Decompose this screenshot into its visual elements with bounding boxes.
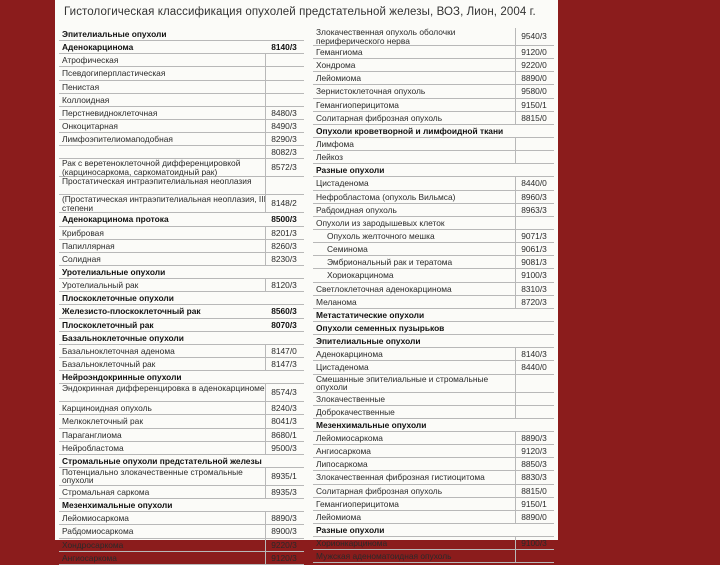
tumor-name: Рабдомиосаркома [62,526,134,537]
icd-o-code: 9071/3 [515,230,552,242]
tumor-name: Меланома [316,296,357,307]
tumor-name: Светлоклеточная аденокарцинома [316,283,452,294]
tumor-name: Стромальные опухоли предстательной железы [62,455,262,466]
tumor-name: Лейомиосаркома [62,513,129,524]
classification-row [59,345,304,358]
section-header-row [313,309,554,322]
tumor-name: Уротелиальные опухоли [62,266,166,277]
icd-o-code: 8260/3 [265,240,302,252]
tumor-name: Базальноклеточные опухоли [62,332,184,343]
icd-o-code: 8041/3 [265,415,302,427]
icd-o-code: 9120/0 [515,46,552,58]
classification-row [59,442,304,455]
icd-o-code: 8230/3 [265,253,302,265]
icd-o-code [265,94,302,106]
classification-row [313,59,554,72]
icd-o-code: 8440/0 [515,361,552,373]
icd-o-code [265,177,302,194]
icd-o-code [265,81,302,93]
classification-row [313,72,554,85]
icd-o-code [515,151,552,163]
tumor-name: Лейомиома [316,511,361,522]
classification-row [313,550,554,563]
tumor-name: Гемангиоперицитома [316,498,399,509]
tumor-name: Хондрома [316,60,356,71]
icd-o-code: 8890/3 [265,512,302,524]
classification-row [313,138,554,151]
icd-o-code: 8290/3 [265,133,302,145]
icd-o-code: 8935/3 [265,486,302,498]
tumor-name: Злокачественная опухоль оболочки периферического нерва [316,27,456,46]
tumor-name: Эмбриональный рак и тератома [327,257,453,268]
icd-o-code: 8140/3 [515,348,552,360]
tumor-name: Хориокарцинома [327,270,394,281]
tumor-name: (Простатическая интраэпителиальная неоплазия, III степени [62,194,266,213]
tumor-name: Аденокарцинома [62,42,134,53]
tumor-name: Стромальная саркома [62,486,150,497]
classification-row [313,177,554,190]
tumor-name: Перстневидноклеточная [62,107,158,118]
classification-row [59,429,304,442]
classification-row [313,283,554,296]
tumor-name: Коллоидная [62,94,110,105]
icd-o-code [516,125,552,137]
icd-o-code: 8815/0 [515,485,552,497]
classification-row [59,81,304,94]
icd-o-code: 9100/3 [515,269,552,281]
classification-row [59,107,304,120]
icd-o-code: 8890/3 [515,432,552,444]
classification-row [313,230,554,243]
tumor-name: Плоскоклеточные опухоли [62,293,174,304]
tumor-name: Злокачественная фиброзная гистиоцитома [316,472,485,483]
tumor-name: Опухоли из зародышевых клеток [316,217,445,228]
classification-row [59,279,304,292]
icd-o-code [516,335,552,347]
tumor-name: Нейроэндокринные опухоли [62,372,182,383]
tumor-name: Эпителиальные опухоли [62,29,167,39]
classification-row [59,539,304,552]
tumor-name: Солидная [62,253,101,264]
classification-row [59,358,304,371]
classification-row [59,415,304,428]
tumor-name: Рабдоидная опухоль [316,204,397,215]
right-classification-column [313,28,554,563]
icd-o-code: 9150/1 [515,498,552,510]
icd-o-code [515,375,552,392]
classification-row [313,46,554,59]
icd-o-code [265,67,302,79]
icd-o-code: 8963/3 [515,204,552,216]
icd-o-code: 8900/3 [265,525,302,537]
classification-row [313,151,554,164]
classification-row [313,485,554,498]
classification-row [59,384,304,402]
classification-row [59,159,304,177]
classification-row [59,54,304,67]
icd-o-code: 8240/3 [265,402,302,414]
icd-o-code: 8082/3 [265,146,302,158]
icd-o-code: 8830/3 [515,471,552,483]
tumor-name: Нефробластома (опухоль Вильмса) [316,191,456,202]
tumor-name: Опухоль желточного мешка [327,230,435,241]
left-classification-column [59,28,304,565]
tumor-name: Пенистая [62,81,100,92]
classification-row [59,133,304,146]
classification-row [313,112,554,125]
section-header-row [313,125,554,138]
section-header-row [313,419,554,432]
icd-o-code [515,138,552,150]
classification-row [59,402,304,415]
icd-o-code [266,292,302,304]
tumor-name: Метастатические опухоли [316,309,425,320]
icd-o-code: 8500/3 [271,214,297,225]
classification-row [59,253,304,266]
icd-o-code [516,419,552,431]
icd-o-code: 8574/3 [265,384,302,401]
tumor-name: Параганглиома [62,429,122,440]
icd-o-code: 8147/0 [265,345,302,357]
icd-o-code [516,322,552,334]
icd-o-code [515,217,552,229]
icd-o-code: 8935/1 [265,468,302,485]
section-header-row [59,292,304,305]
classification-row [313,375,554,393]
tumor-name: Солитарная фиброзная опухоль [316,485,443,496]
tumor-name: Опухоли семенных пузырьков [316,322,445,333]
classification-row [313,445,554,458]
icd-o-code: 8147/3 [265,358,302,370]
icd-o-code [265,54,302,66]
icd-o-code: 8310/3 [515,283,552,295]
tumor-name: Цистаденома [316,178,369,189]
tumor-name: Ангиосаркома [62,552,117,563]
tumor-name: Атрофическая [62,55,119,66]
section-header-row [59,455,304,468]
section-header-row [59,305,304,318]
tumor-name: Псевдогиперпластическая [62,68,166,79]
section-header-row [59,28,304,41]
classification-row [313,243,554,256]
icd-o-code: 8960/3 [515,191,552,203]
tumor-name: Железисто-плоскоклеточный рак [62,306,201,317]
classification-row [313,256,554,269]
tumor-name: Уротелиальный рак [62,280,139,291]
icd-o-code: 8490/3 [265,120,302,132]
tumor-name: Разные опухоли [316,165,385,176]
tumor-name: Базальноклеточная аденома [62,345,175,356]
classification-row [59,512,304,525]
icd-o-code: 9081/3 [515,256,552,268]
tumor-name: Солитарная фиброзная опухоль [316,112,443,123]
tumor-name: Хондросаркома [62,539,124,550]
classification-row [59,67,304,80]
classification-row [313,296,554,309]
section-header-row [59,213,304,226]
classification-row [313,406,554,419]
tumor-name: Разные опухоли [316,524,385,535]
icd-o-code: 8572/3 [265,159,302,176]
tumor-name: Мелкоклеточный рак [62,416,143,427]
tumor-name: Плоскоклеточный рак [62,319,154,330]
tumor-name: Гемангиоперицитома [316,99,399,110]
icd-o-code [266,28,302,40]
icd-o-code [516,309,552,321]
icd-o-code: 9100/3 [515,537,552,549]
icd-o-code [266,371,302,383]
classification-row [59,525,304,538]
tumor-name: Лимфома [316,138,354,149]
tumor-name: Аденокарцинома [316,349,383,360]
section-header-row [59,266,304,279]
classification-row [313,217,554,230]
tumor-name: Мезенхимальные опухоли [316,419,427,430]
icd-o-code: 9540/3 [515,28,552,45]
section-header-row [59,332,304,345]
icd-o-code: 9120/3 [515,445,552,457]
icd-o-code [516,524,552,536]
icd-o-code: 9220/0 [515,59,552,71]
tumor-name: Папиллярная [62,240,115,251]
tumor-name: Лейкоз [316,152,343,163]
classification-row [313,458,554,471]
classification-row [59,552,304,565]
tumor-name: Семинома [327,244,368,255]
classification-row [313,432,554,445]
section-header-row [313,335,554,348]
tumor-name: Рак с веретеноклеточной дифференцировкой (карциносаркома, саркоматоидный рак) [62,158,241,177]
classification-row [313,348,554,361]
classification-row [313,191,554,204]
icd-o-code: 8890/0 [515,511,552,523]
tumor-name: Крибровая [62,227,104,238]
classification-row [313,361,554,374]
tumor-name: Потенциально злокачественные стромальные опухоли [62,466,243,486]
icd-o-code: 8560/3 [271,306,297,317]
section-header-row [59,499,304,512]
tumor-name: Онкоцитарная [62,120,118,131]
tumor-name: Лимфоэпителиомаподобная [62,134,173,145]
classification-row [313,99,554,112]
tumor-name: Доброкачественные [316,406,395,417]
tumor-name: Ангиосаркома [316,446,371,457]
icd-o-code [516,164,552,176]
scanned-document [55,0,558,563]
classification-row [59,227,304,240]
icd-o-code [266,266,302,278]
icd-o-code: 8140/3 [271,42,297,53]
tumor-name: Карциноидная опухоль [62,403,152,414]
classification-row [59,120,304,133]
icd-o-code: 8890/0 [515,72,552,84]
section-header-row [59,319,304,332]
classification-row [59,240,304,253]
classification-row [313,85,554,98]
classification-row [313,498,554,511]
icd-o-code: 8680/1 [265,429,302,441]
classification-row [313,393,554,406]
tumor-name: Мужская аденоматоидная опухоль [316,551,452,562]
tumor-name: Нейробластома [62,442,124,453]
classification-row [59,195,304,213]
icd-o-code: 9500/3 [265,442,302,454]
icd-o-code: 9150/1 [515,99,552,111]
icd-o-code: 8148/2 [265,195,302,212]
tumor-name: Эпителиальные опухоли [316,336,421,347]
tumor-name: Цистаденома [316,362,369,373]
classification-row [59,177,304,195]
section-header-row [313,524,554,537]
tumor-name: Гемангиома [316,47,363,57]
tumor-name: Опухоли кроветворной и лимфоидной ткани [316,125,504,136]
icd-o-code: 9061/3 [515,243,552,255]
icd-o-code [266,499,302,511]
icd-o-code: 8440/0 [515,177,552,189]
classification-row [59,486,304,499]
tumor-name: Базальноклеточный рак [62,358,156,369]
icd-o-code [266,332,302,344]
icd-o-code: 8720/3 [515,296,552,308]
tumor-name: Лейомиома [316,73,361,84]
tumor-name: Смешанные эпителиальные и стромальные опухоли [316,373,489,393]
tumor-name: Лейомиосаркома [316,432,383,443]
classification-row [313,204,554,217]
icd-o-code: 9220/3 [265,539,302,551]
icd-o-code: 8815/0 [515,112,552,124]
document-title: Гистологическая классификация опухолей предстательной железы, ВОЗ, Лион, 2004 г. [64,6,536,18]
tumor-name: Эндокринная дифференцировка в аденокарциноме [62,383,265,394]
icd-o-code [266,455,302,467]
section-header-row [59,41,304,54]
icd-o-code [515,550,552,562]
classification-row [313,269,554,282]
classification-row [313,537,554,550]
tumor-name: Мезенхимальные опухоли [62,500,173,511]
tumor-name: Злокачественные [316,393,386,404]
classification-row [59,468,304,486]
icd-o-code [515,406,552,418]
icd-o-code: 8120/3 [265,279,302,291]
icd-o-code: 8201/3 [265,227,302,239]
tumor-name: Липосаркома [316,459,368,470]
tumor-name: Хорионкарцинома [316,538,388,549]
icd-o-code: 9580/0 [515,85,552,97]
tumor-name: Простатическая интраэпителиальная неоплазия [62,176,252,187]
classification-row [313,471,554,484]
section-header-row [313,322,554,335]
tumor-name: Зернистоклеточная опухоль [316,86,426,97]
icd-o-code: 8070/3 [271,319,297,330]
tumor-name: Аденокарцинома протока [62,214,169,225]
classification-row [313,511,554,524]
section-header-row [313,164,554,177]
classification-row [59,94,304,107]
icd-o-code: 9120/3 [265,552,302,564]
classification-row [313,28,554,46]
icd-o-code [515,393,552,405]
icd-o-code: 8480/3 [265,107,302,119]
icd-o-code: 8850/3 [515,458,552,470]
